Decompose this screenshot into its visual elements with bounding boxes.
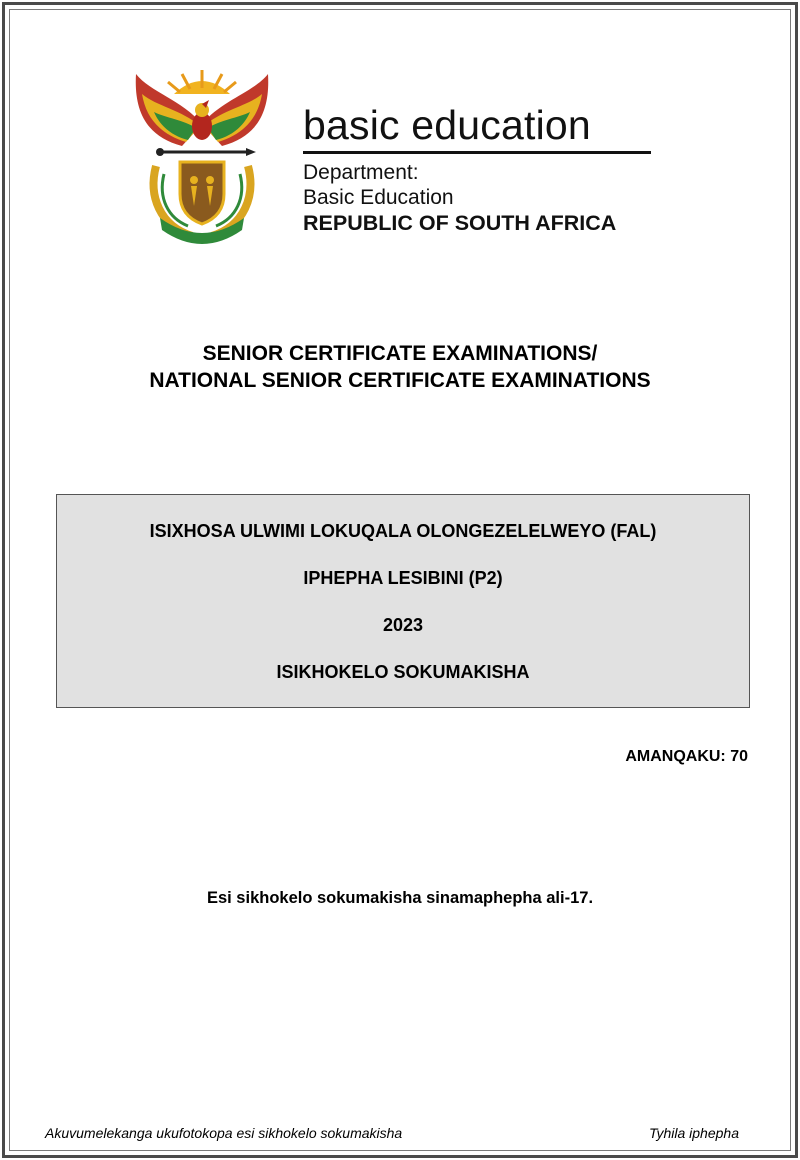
exam-year: 2023: [382, 615, 424, 635]
department-title-rule: [303, 151, 651, 154]
exam-heading-line-2: NATIONAL SENIOR CERTIFICATE EXAMINATIONS: [149, 369, 651, 392]
coat-of-arms-logo: [130, 66, 275, 244]
department-name: Basic Education: [303, 186, 454, 209]
department-header: [303, 100, 663, 236]
exam-heading: [0, 340, 800, 394]
country-name: REPUBLIC OF SOUTH AFRICA: [303, 211, 617, 235]
turn-over-note: Tyhila iphepha: [648, 1125, 739, 1141]
document-type: ISIKHOKELO SOKUMAKISHA: [276, 662, 530, 682]
subject-box: [56, 494, 750, 708]
page-count-note: Esi sikhokelo sokumakisha sinamaphepha ali-17.: [206, 889, 594, 907]
department-title: basic education: [303, 102, 591, 148]
total-marks: AMANQAKU: 70: [625, 748, 748, 765]
department-label: Department:: [303, 161, 419, 184]
copyright-notice: Akuvumelekanga ukufotokopa esi sikhokelo sokumakisha: [45, 1125, 403, 1141]
exam-heading-line-1: SENIOR CERTIFICATE EXAMINATIONS/: [202, 342, 598, 365]
subject-title: ISIXHOSA ULWIMI LOKUQALA OLONGEZELELWEYO (FAL): [149, 521, 657, 541]
paper-number: IPHEPHA LESIBINI (P2): [303, 568, 503, 588]
